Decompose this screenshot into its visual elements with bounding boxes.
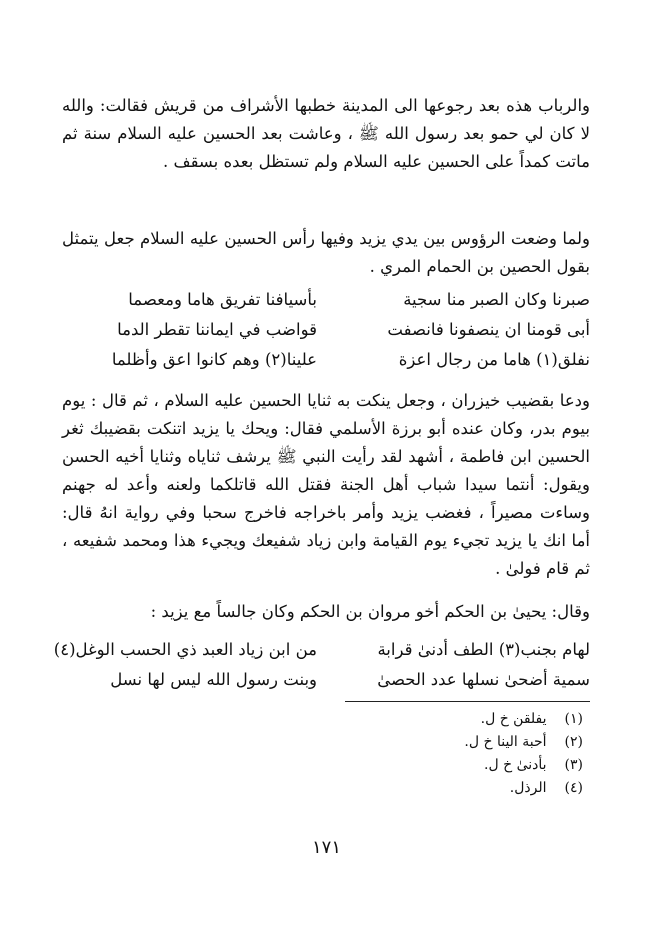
footnote [464,731,583,754]
footnote-text: الرذل. [509,780,547,796]
verse-first-hemistich: صبرنا وكان الصبر منا سجية [403,290,590,309]
footnote-number: (٣) [564,757,583,773]
footnote-number: (٤) [564,780,583,796]
verse-second-hemistich: علينا(٢) وهم كانوا اعق وأظلما [111,350,317,369]
verse-line [62,350,590,380]
paragraph-rabab: والرباب هذه بعد رجوعها الى المدينة خطبها الأشراف من قريش فقالت: والله لا كان لي حمو بعد رسول الله ﷺ ، وعاشت بعد الحسين عليه السلام سنة ثم ماتت كمداً على الحسين عليه السلام ولم تستظل بعده بسقف . [62,96,590,171]
verse-second-hemistich: قواضب في ايماننا تقطر الدما [117,320,317,339]
verse-second-hemistich: من ابن زياد العبد ذي الحسب الوغل(٤) [53,640,317,659]
verse-line [62,320,590,350]
footnote-number: (١) [564,711,583,727]
paragraph-rod: ودعا بقضيب خيزران ، وجعل ينكت به ثنايا الحسين عليه السلام ، ثم قال : يوم بيوم بدر، وكان عنده أبو برزة الأسلمي فقال: ويحك يا يزيد اتنكت بقضيبك ثغر الحسين ابن فاطمة ، أشهد لقد رأيت النبي ﷺ يرشف ثناياه وثنايا أخيه الحسن ويقول: أنتما سيدا شباب أهل الجنة فقتل الله قاتلكما ولعنه وأعد له جهنم وساءت مصيراً ، فغضب يزيد وأمر باخراجه فاخرج سحبا وفي رواية انهُ قال: أما انك يا يزيد تجيء يوم القيامة وابن زياد شفيعك ويجيء هذا ومحمد شفيعه ، ثم قام فولىٰ . [62,391,590,578]
verse-line [62,670,590,700]
verse-line [62,290,590,320]
verse-second-hemistich: وبنت رسول الله ليس لها نسل [110,670,317,689]
footnote-text: أحبة الينا خ ل. [464,734,547,750]
page-number: ١٧١ [311,837,341,858]
footnote-text: يفلقن خ ل. [480,711,547,727]
footnote [464,754,583,777]
verse-first-hemistich: لهام بجنب(٣) الطف أدنىٰ قرابة [377,640,590,659]
footnote [464,777,583,800]
footnote-text: بأدنىٰ خ ل. [484,757,547,773]
paragraph-heads: ولما وضعت الرؤوس بين يدي يزيد وفيها رأس الحسين عليه السلام جعل يتمثل بقول الحصين بن الحمام المري . [62,229,590,276]
footnote-divider [345,701,590,702]
verse-line [53,640,590,670]
footnote-number: (٢) [564,734,583,750]
verse-first-hemistich: سمية أضحىٰ نسلها عدد الحصىٰ [377,670,590,689]
verse-first-hemistich: أبى قومنا ان ينصفونا فانصفت [387,320,590,339]
footnote [464,708,583,731]
verse-first-hemistich: نفلق(١) هاما من رجال اعزة [398,350,590,369]
verse-second-hemistich: بأسيافنا تفريق هاما ومعصما [128,290,317,309]
paragraph-yahya: وقال: يحيىٰ بن الحكم أخو مروان بن الحكم وكان جالساً مع يزيد : [150,602,590,621]
footnotes [464,708,583,800]
